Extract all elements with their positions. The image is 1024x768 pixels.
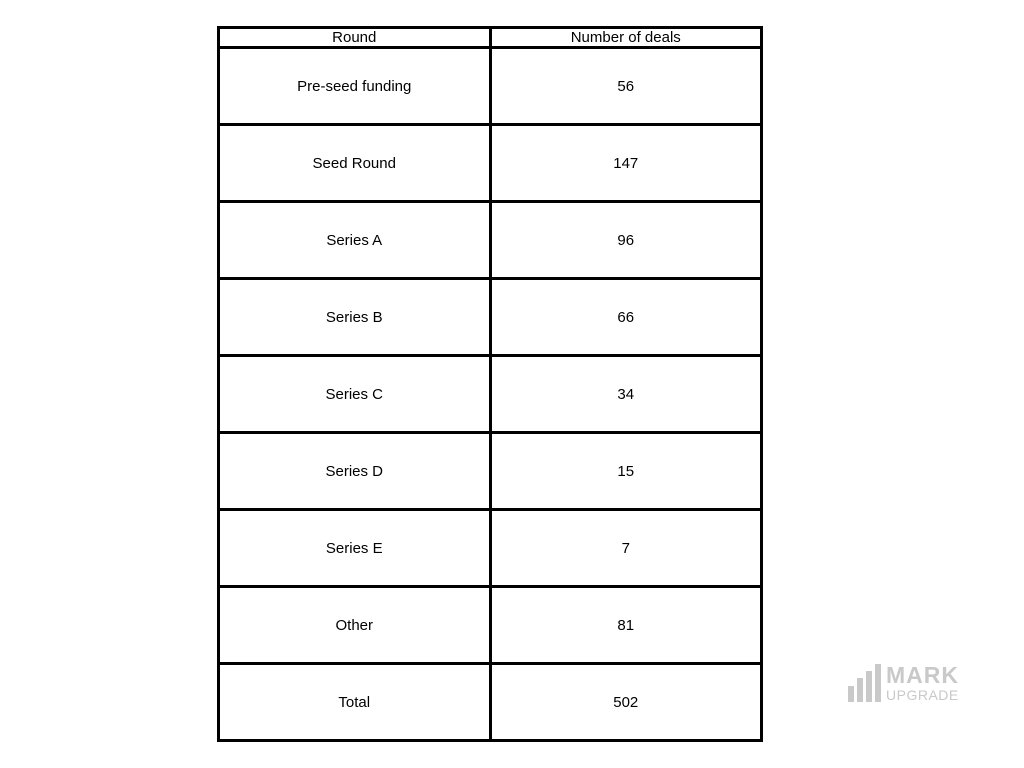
bar-chart-icon bbox=[848, 664, 882, 704]
deals-table-container bbox=[217, 26, 763, 742]
round-cell: Series D bbox=[219, 433, 491, 510]
table-row bbox=[219, 279, 762, 356]
table-row bbox=[219, 510, 762, 587]
total-value-cell: 502 bbox=[490, 664, 762, 741]
watermark-line-1: MARK bbox=[886, 662, 959, 688]
column-header-number-of-deals: Number of deals bbox=[490, 28, 762, 48]
logo-bar bbox=[857, 678, 863, 702]
watermark-text bbox=[886, 664, 959, 702]
deals-cell: 96 bbox=[490, 202, 762, 279]
table-row bbox=[219, 433, 762, 510]
round-cell: Seed Round bbox=[219, 125, 491, 202]
round-cell: Pre-seed funding bbox=[219, 48, 491, 125]
table-row bbox=[219, 587, 762, 664]
logo-bar bbox=[866, 671, 872, 702]
deals-cell: 7 bbox=[490, 510, 762, 587]
deals-cell: 56 bbox=[490, 48, 762, 125]
table-row bbox=[219, 48, 762, 125]
table-body bbox=[219, 48, 762, 741]
deals-cell: 147 bbox=[490, 125, 762, 202]
header-row bbox=[219, 28, 762, 48]
table-header bbox=[219, 28, 762, 48]
table-row bbox=[219, 125, 762, 202]
watermark-line-2: UPGRADE bbox=[886, 687, 959, 703]
deals-cell: 66 bbox=[490, 279, 762, 356]
round-cell: Series B bbox=[219, 279, 491, 356]
deals-cell: 34 bbox=[490, 356, 762, 433]
column-header-round: Round bbox=[219, 28, 491, 48]
deals-cell: 81 bbox=[490, 587, 762, 664]
table-row-total bbox=[219, 664, 762, 741]
round-cell: Series C bbox=[219, 356, 491, 433]
table-row bbox=[219, 202, 762, 279]
logo-bar bbox=[848, 686, 854, 702]
total-label-cell: Total bbox=[219, 664, 491, 741]
logo-bar bbox=[875, 664, 881, 702]
deals-table bbox=[217, 26, 763, 742]
round-cell: Series E bbox=[219, 510, 491, 587]
table-row bbox=[219, 356, 762, 433]
deals-cell: 15 bbox=[490, 433, 762, 510]
watermark-logo bbox=[848, 664, 974, 704]
round-cell: Series A bbox=[219, 202, 491, 279]
round-cell: Other bbox=[219, 587, 491, 664]
